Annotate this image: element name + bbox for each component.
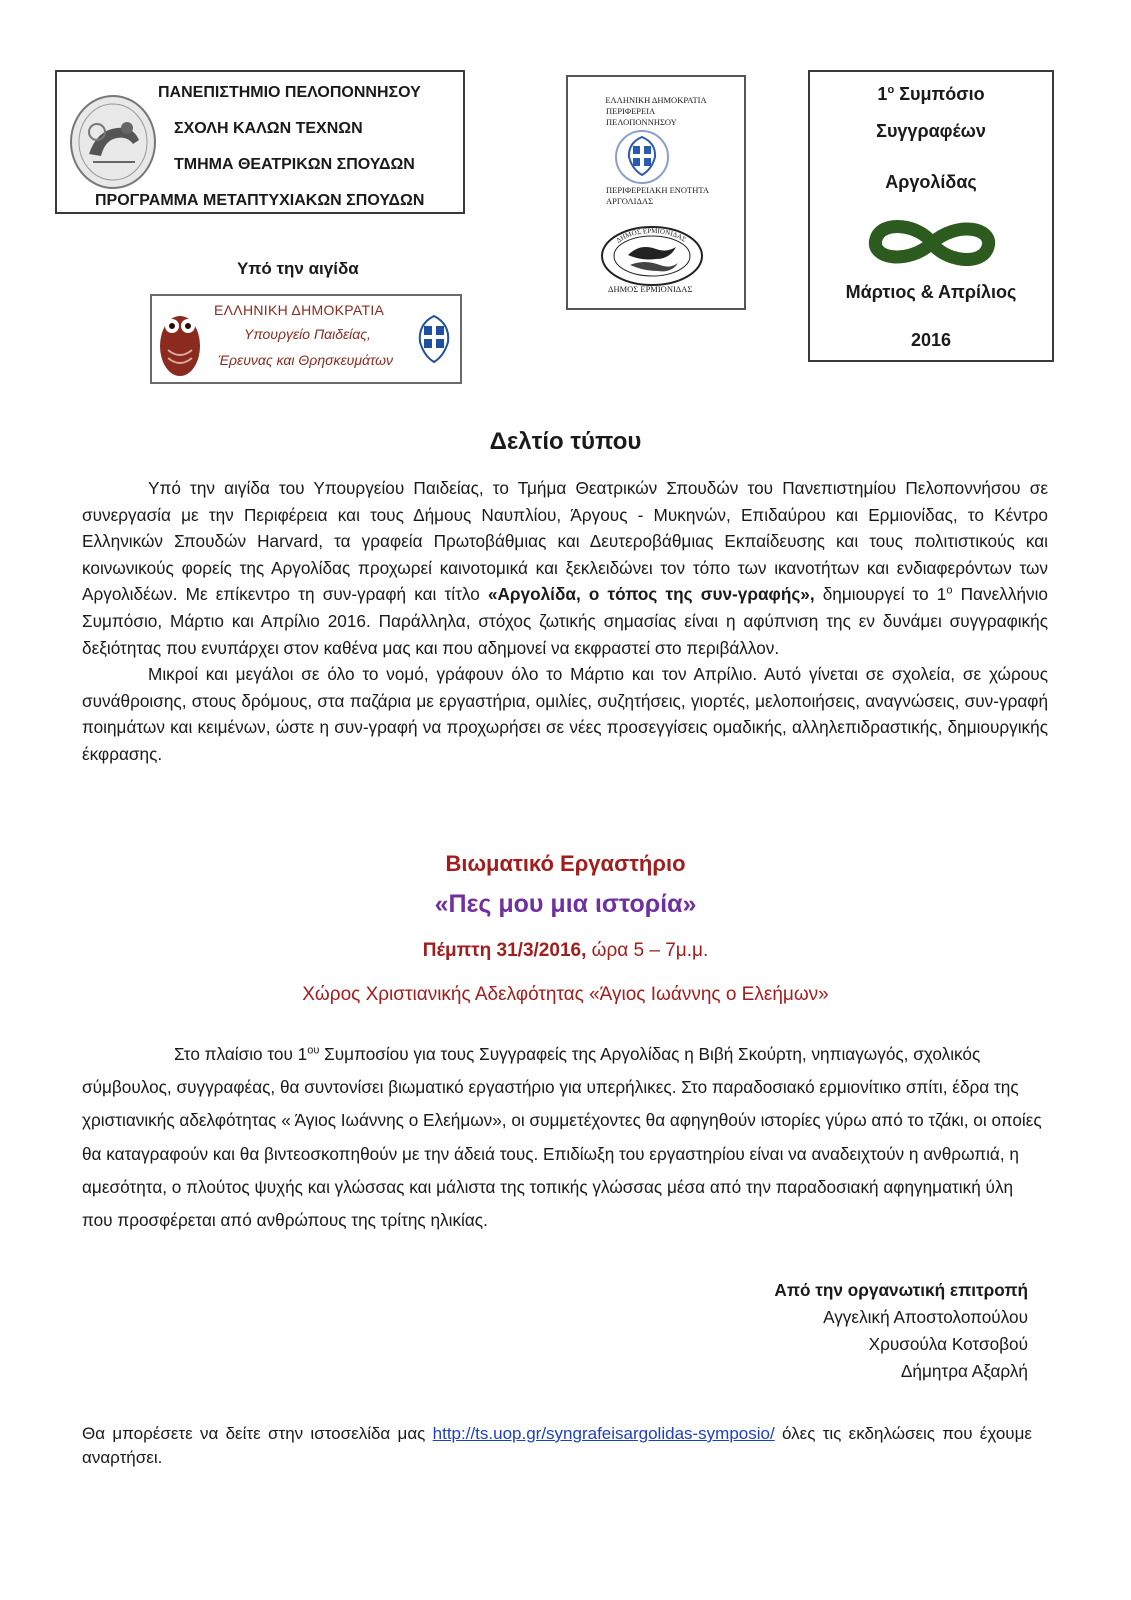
symposium-title (810, 84, 1052, 105)
infinity-icon (868, 217, 996, 269)
body-text-1: Στο πλαίσιο του 1 (174, 1044, 308, 1064)
body-sup: ου (307, 1044, 320, 1057)
region-box (566, 75, 746, 310)
university-name: ΠΑΝΕΠΙΣΤΗΜΙΟ ΠΕΛΟΠΟΝΝΗΣΟΥ (158, 84, 421, 101)
symposium-line3: Αργολίδας (885, 172, 977, 192)
body-text-2: Συμποσίου για τους Συγγραφείς της Αργολίδας η Βιβή Σκούρτη, νηπιαγωγός, σχολικός σύμβουλος, συγγραφέας, θα συντονίσει βιωματικό εργαστήριο για υπερήλικες. Στο παραδοσιακό ερμιονίτικο σπίτι, έδρα της χριστιανικής αδελφότητας « Άγιος Ιωάννης ο Ελεήμων», οι συμμετέχοντες θα αφηγηθούν ιστορίες γύρω από το τζάκι, οι οποίες θα καταγραφούν και θα βιντεοσκοπηθούν με την άδειά τους. Επιδίωξη του εργαστηρίου είναι να αναδειχτούν η ανθρωπιά, η αμεσότητα, ο πλούτος ψυχής και γλώσσας και μάλιστα της τοπικής γλώσσας μέσα από την παραδοσιακή αφηγηματική ύλη που προσφέρεται από ανθρώπους της τρίτης ηλικίας. (82, 1044, 1042, 1231)
footer-text (82, 1422, 1032, 1470)
body-text (82, 1038, 1042, 1237)
region-line1: ΕΛΛΗΝΙΚΗ ΔΗΜΟΚΡΑΤΙΑ (605, 95, 707, 105)
region-emblem-icon (612, 129, 672, 185)
municipality-ring-text: ΔΗΜΟΣ ΕΡΜΙΟΝΙΔΑΣ (614, 226, 688, 245)
signature-name-3: Δήμητρα Αξαρλή (900, 1361, 1028, 1381)
event-title: «Πες μου μια ιστορία» (434, 890, 697, 918)
signature-name-1: Αγγελική Αποστολοπούλου (823, 1307, 1028, 1327)
school-name: ΣΧΟΛΗ ΚΑΛΩΝ ΤΕΧΝΩΝ (174, 120, 363, 137)
municipality-seal-icon (600, 225, 704, 287)
intro-text (82, 475, 1048, 768)
footer-text-2: όλες τις εκδηλώσεις που έχουμε αναρτήσει. (82, 1424, 1032, 1467)
intro-paragraph-1 (82, 475, 1048, 661)
ministry-logo (150, 294, 462, 384)
university-seal-icon (67, 92, 159, 192)
ministry-line3: Έρευνας και Θρησκευμάτων (218, 352, 393, 368)
municipality-caption: ΔΗΜΟΣ ΕΡΜΙΟΝΙΔΑΣ (608, 284, 693, 294)
body-paragraph (82, 1038, 1042, 1237)
website-link[interactable]: http://ts.uop.gr/syngrafeisargolidas-symposio/ (432, 1424, 775, 1443)
ministry-line1: ΕΛΛΗΝΙΚΗ ΔΗΜΟΚΡΑΤΙΑ (214, 302, 385, 318)
symposium-sup: ο (887, 84, 895, 96)
auspices-label: Υπό την αιγίδα (237, 259, 359, 278)
intro-p1-text2: δημιουργεί το 1 (814, 584, 947, 605)
ministry-line2: Υπουργείο Παιδείας, (244, 326, 371, 342)
symposium-box (808, 70, 1054, 362)
owl-icon (156, 300, 204, 380)
region-line5: ΑΡΓΟΛΙΔΑΣ (606, 196, 654, 206)
intro-p1-text3: Πανελλήνιο Συμπόσιο, Μάρτιο και Απρίλιο 2016. Παράλληλα, στόχος ζωτικής σημασίας είναι η αφύπνιση της εν δυνάμει συγγραφικής δεξιότητας που ενυπάρχει στον καθένα μας και που αδημονεί να εκφραστεί στο περιβάλλον. (82, 584, 1048, 658)
intro-p1-text: Υπό την αιγίδα του Υπουργείου Παιδείας, το Τμήμα Θεατρικών Σπουδών του Πανεπιστημίου Πελοποννήσου σε συνεργασία με την Περιφέρεια και τους Δήμους Ναυπλίου, Άργους - Μυκηνών, Επιδαύρου και Ερμιονίδας, το Κέντρο Ελληνικών Σπουδών Harvard, τα γραφεία Πρωτοβάθμιας και Δευτεροβάθμιας Εκπαίδευσης και τους πολιτιστικούς και κοινωνικούς φορείς της Αργολίδας προχωρεί καινοτομικά και ξεκλειδώνει τον τόπο των ικανοτήτων και ενδιαφερόντων των Αργολιδέων. Με επίκεντρο τη συν-γραφή και τίτλο (82, 478, 1048, 605)
signature-name-2: Χρυσούλα Κοτσοβού (868, 1334, 1028, 1354)
region-line3: ΠΕΛΟΠΟΝΝΗΣΟΥ (606, 117, 677, 127)
symposium-word: Συμπόσιο (899, 84, 985, 104)
event-time: ώρα 5 – 7μ.μ. (586, 940, 709, 961)
event-heading: Βιωματικό Εργαστήριο (445, 851, 686, 876)
region-line2: ΠΕΡΙΦΕΡΕΙΑ (606, 106, 656, 116)
university-box (55, 70, 465, 214)
department-name: ΤΜΗΜΑ ΘΕΑΤΡΙΚΩΝ ΣΠΟΥΔΩΝ (174, 156, 415, 173)
event-venue: Χώρος Χριστιανικής Αδελφότητας «Άγιος Ιωάννης ο Ελεήμων» (302, 984, 829, 1005)
program-name: ΠΡΟΓΡΑΜΜΑ ΜΕΤΑΠΤΥΧΙΑΚΩΝ ΣΠΟΥΔΩΝ (95, 192, 425, 209)
signature-block (600, 1277, 1028, 1385)
event-date-bold: Πέμπτη 31/3/2016, (422, 940, 587, 961)
symposium-line2: Συγγραφέων (876, 121, 986, 141)
symposium-line5: 2016 (910, 330, 952, 350)
region-line4: ΠΕΡΙΦΕΡΕΙΑΚΗ ΕΝΟΤΗΤΑ (606, 185, 710, 195)
footer-text-1: Θα μπορέσετε να δείτε στην ιστοσελίδα μας (82, 1424, 433, 1443)
intro-paragraph-2: Μικροί και μεγάλοι σε όλο το νομό, γράφουν όλο το Μάρτιο και τον Απρίλιο. Αυτό γίνεται σε σχολεία, σε χώρους συνάθροισης, στους δρόμους, στα παζάρια με εργαστήρια, ομιλίες, συζητήσεις, γιορτές, μελοποιήσεις, αναγνώσεις, συν-γραφή ποιημάτων και κειμένων, ώστε η συν-γραφή να προχωρήσει σε νέες προσεγγίσεις ομαδικής, αλληλεπιδραστικής, δημιουργικής έκφρασης. (82, 664, 1048, 764)
signature-heading: Από την οργανωτική επιτροπή (774, 1280, 1028, 1300)
page-title: Δελτίο τύπου (489, 428, 642, 455)
symposium-line4: Μάρτιος & Απρίλιος (845, 282, 1017, 302)
symposium-number: 1 (877, 84, 888, 104)
intro-p1-sup: ο (946, 584, 953, 597)
greek-emblem-icon (414, 314, 454, 364)
event-date (0, 940, 1131, 962)
intro-p1-bold: «Αργολίδα, ο τόπος της συν-γραφής», (487, 584, 815, 605)
